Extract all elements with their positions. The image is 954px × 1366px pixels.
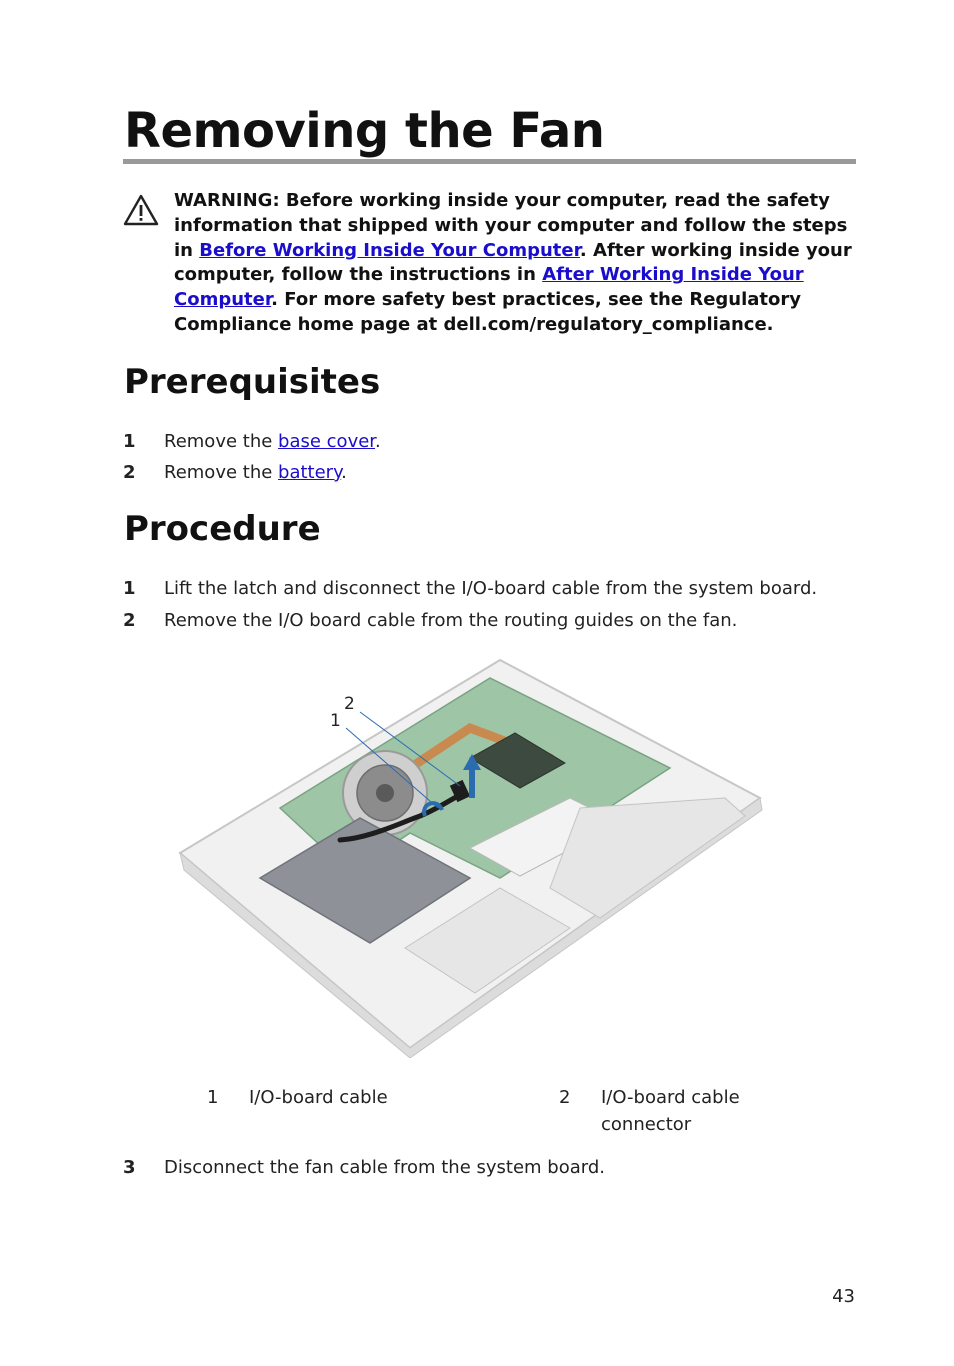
base-cover-link[interactable]: base cover xyxy=(278,431,376,452)
battery-link[interactable]: battery xyxy=(278,462,342,483)
step-text: Remove the I/O board cable from the routing guides on the fan. xyxy=(164,610,738,631)
legend-label: I/O-board cable xyxy=(249,1087,388,1108)
callout-2: 2 xyxy=(344,694,355,714)
after-working-link[interactable]: After Working Inside Your Computer xyxy=(174,264,804,311)
step-text: Remove the xyxy=(164,431,279,452)
before-working-link[interactable]: Before Working Inside Your Computer xyxy=(199,239,580,261)
warning-notice xyxy=(174,189,854,338)
page-title: Removing the Fan xyxy=(124,103,605,159)
warning-label: WARNING: xyxy=(174,190,280,211)
legend-number: 2 xyxy=(559,1087,571,1108)
page-number: 43 xyxy=(832,1286,855,1307)
step-number: 3 xyxy=(123,1157,136,1178)
step-number: 2 xyxy=(123,462,136,483)
step-number: 1 xyxy=(123,431,136,452)
prerequisites-heading: Prerequisites xyxy=(124,362,381,402)
step-text: Disconnect the fan cable from the system board. xyxy=(164,1157,605,1178)
legend-number: 1 xyxy=(207,1087,219,1108)
step-number: 1 xyxy=(123,578,136,599)
warning-text-1: Before working inside your computer, read the safety information that shipped with your computer and follow the steps in xyxy=(174,190,848,261)
legend-label: I/O-board cable connector xyxy=(601,1087,740,1135)
title-rule xyxy=(123,159,856,164)
callout-1: 1 xyxy=(330,711,341,731)
step-number: 2 xyxy=(123,610,136,631)
step-suffix: . xyxy=(375,431,381,452)
warning-text-2: . After working inside your computer, follow the instructions in xyxy=(174,239,852,286)
laptop-palmrest-illustration xyxy=(170,648,790,1058)
warning-text-3: . For more safety best practices, see the Regulatory Compliance home page at dell.com/regulatory_compliance. xyxy=(174,289,801,335)
step-text: Lift the latch and disconnect the I/O-board cable from the system board. xyxy=(164,578,818,599)
step-text: Remove the xyxy=(164,462,279,483)
warning-triangle-icon xyxy=(123,194,159,226)
procedure-heading: Procedure xyxy=(124,509,321,549)
step-suffix: . xyxy=(341,462,347,483)
